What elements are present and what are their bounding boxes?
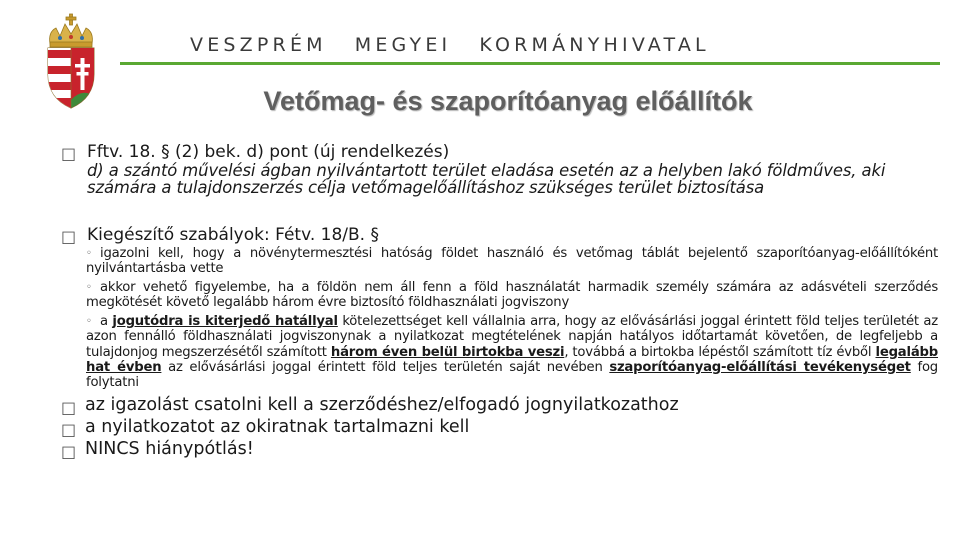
- sub-item-1: [86, 246, 938, 277]
- sub-item-3: [86, 314, 938, 390]
- sub-item-3-e: az elővásárlási joggal érintett föld teljes területén saját nevében: [168, 359, 603, 375]
- sub-item-3-d: , továbbá a birtokba lépéstől számított tíz évből: [564, 344, 872, 360]
- agency-word-2: MEGYEI: [354, 34, 452, 56]
- sub-item-3-f: fog folytatni: [86, 359, 938, 391]
- sub-item-3-a: a: [100, 314, 108, 329]
- item3: az igazolást csatolni kell a szerződéshez/elfogadó jognyilatkozathoz: [85, 395, 679, 415]
- page-title: Vetőmag- és szaporítóanyag előállítók: [263, 86, 753, 116]
- sub-item-3-c: kötelezettséget kell vállalnia arra, hogy az elővásárlási joggal érintett föld teljes területét az azon fennálló földhasználati jogviszonynak a nyilatkozat megtételének napján hatályos időtartamát követően, de legfeljebb a tulajdonjog megszerzésétől számított: [86, 314, 938, 360]
- box-bullet-icon: □: [61, 144, 77, 163]
- sub-item-1-text: igazolni kell, hogy a növénytermesztési hatóság földet használó és vetőmag táblát bejelentő szaporítóanyag-előállítóként nyilvántartásba vette: [86, 246, 938, 277]
- sub-item-3-emphasis-1: jogutódra is kiterjedő hatállyal: [112, 314, 338, 329]
- item5: NINCS hiánypótlás!: [85, 439, 254, 459]
- sub-item-3-emphasis-2: három éven belül birtokba veszi: [330, 344, 565, 360]
- circle-bullet-icon: ◦: [86, 248, 92, 259]
- header-divider: [120, 62, 940, 65]
- circle-bullet-icon: ◦: [86, 316, 92, 327]
- box-bullet-icon: □: [61, 227, 77, 246]
- sub-item-2-text: akkor vehető figyelembe, ha a földön nem áll fenn a föld használatát harmadik személy számára az adásvételi szerződés megkötését követő legalább három évre biztosító földhasználati jogviszony: [86, 280, 938, 311]
- item2-heading: Kiegészítő szabályok: Fétv. 18/B. §: [87, 225, 379, 245]
- sub-item-3-emphasis-3: legalább hat évben: [86, 344, 939, 375]
- sub-item-2: [86, 280, 938, 311]
- circle-bullet-icon: ◦: [86, 282, 92, 293]
- box-bullet-icon: □: [61, 420, 77, 439]
- item1-heading: Fftv. 18. § (2) bek. d) pont (új rendelkezés): [87, 142, 450, 162]
- item1-body: d) a szántó művelési ágban nyilvántartott terület eladása esetén az a helyben lakó földműves, aki számára a tulajdonszerzés célja vetőmagelőállításhoz szükséges terület biztosítása: [87, 161, 886, 197]
- agency-name: [190, 34, 710, 56]
- box-bullet-icon: □: [61, 398, 77, 417]
- sub-item-3-emphasis-4: szaporítóanyag-előállítási tevékenységet: [609, 359, 911, 375]
- agency-word-3: KORMÁNYHIVATAL: [479, 34, 710, 56]
- item4: a nyilatkozatot az okiratnak tartalmazni kell: [85, 417, 470, 437]
- agency-word-1: VESZPRÉM: [190, 34, 327, 56]
- box-bullet-icon: □: [61, 442, 77, 461]
